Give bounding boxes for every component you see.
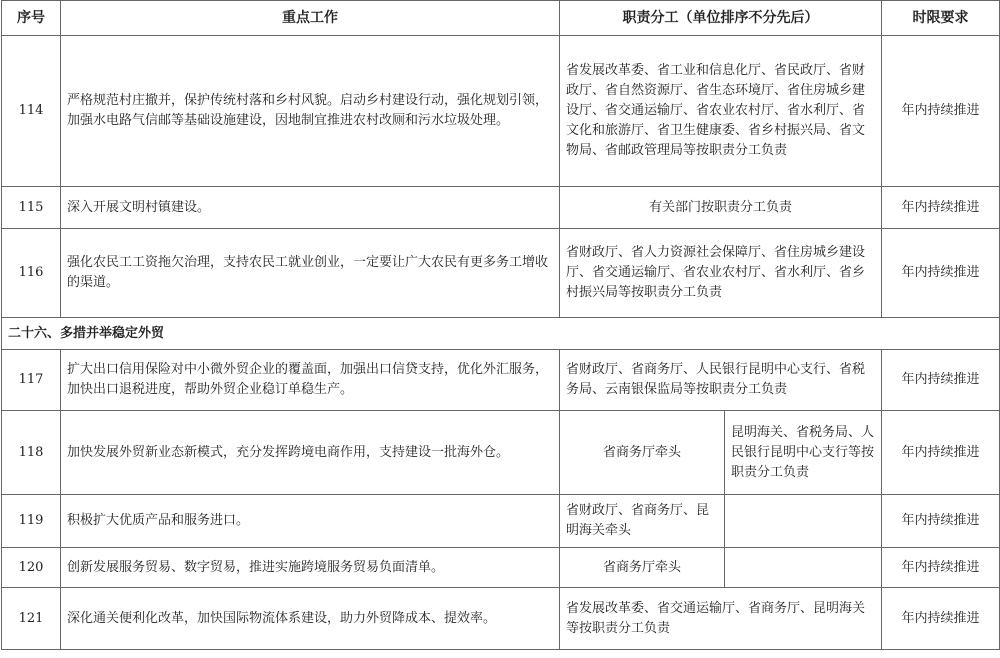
- duty-cell: 省财政厅、省商务厅、人民银行昆明中心支行、省税务局、云南银保监局等按职责分工负责: [560, 350, 882, 411]
- header-seq: 序号: [2, 1, 61, 36]
- assist-cell: [725, 548, 882, 588]
- deadline-cell: 年内持续推进: [882, 411, 1000, 495]
- row-number: 117: [2, 350, 61, 411]
- header-row: [2, 1, 1000, 36]
- lead-cell: 省财政厅、省商务厅、昆明海关牵头: [560, 495, 725, 548]
- row-number: 114: [2, 36, 61, 187]
- duty-cell: 省财政厅、省人力资源社会保障厅、省住房城乡建设厅、省交通运输厅、省农业农村厅、省水利厅、省乡村振兴局等按职责分工负责: [560, 229, 882, 318]
- duty-cell: 省发展改革委、省交通运输厅、省商务厅、昆明海关等按职责分工负责: [560, 588, 882, 650]
- table-row: [2, 350, 1000, 411]
- header-duty: 职责分工（单位排序不分先后）: [560, 1, 882, 36]
- table-row: [2, 548, 1000, 588]
- duty-cell: 省发展改革委、省工业和信息化厅、省民政厅、省财政厅、省自然资源厅、省生态环境厅、省住房城乡建设厅、省交通运输厅、省农业农村厅、省水利厅、省文化和旅游厅、省卫生健康委、省乡村振兴局、省文物局、省邮政管理局等按职责分工负责: [560, 36, 882, 187]
- table-row: [2, 495, 1000, 548]
- duty-cell: 有关部门按职责分工负责: [560, 187, 882, 229]
- assist-cell: 昆明海关、省税务局、人民银行昆明中心支行等按职责分工负责: [725, 411, 882, 495]
- header-deadline: 时限要求: [882, 1, 1000, 36]
- deadline-cell: 年内持续推进: [882, 187, 1000, 229]
- deadline-cell: 年内持续推进: [882, 495, 1000, 548]
- table-row: [2, 588, 1000, 650]
- deadline-cell: 年内持续推进: [882, 588, 1000, 650]
- lead-cell: 省商务厅牵头: [560, 548, 725, 588]
- task-cell: 扩大出口信用保险对中小微外贸企业的覆盖面，加强出口信贷支持，优化外汇服务，加快出口退税进度，帮助外贸企业稳订单稳生产。: [61, 350, 560, 411]
- section-heading: 二十六、多措并举稳定外贸: [2, 318, 1000, 350]
- lead-cell: 省商务厅牵头: [560, 411, 725, 495]
- table-row: [2, 187, 1000, 229]
- table-row: [2, 36, 1000, 187]
- row-number: 115: [2, 187, 61, 229]
- deadline-cell: 年内持续推进: [882, 350, 1000, 411]
- row-number: 116: [2, 229, 61, 318]
- task-cell: 深入开展文明村镇建设。: [61, 187, 560, 229]
- deadline-cell: 年内持续推进: [882, 36, 1000, 187]
- header-task: 重点工作: [61, 1, 560, 36]
- task-cell: 加快发展外贸新业态新模式，充分发挥跨境电商作用，支持建设一批海外仓。: [61, 411, 560, 495]
- task-cell: 创新发展服务贸易、数字贸易，推进实施跨境服务贸易负面清单。: [61, 548, 560, 588]
- task-table: [1, 0, 1000, 650]
- row-number: 120: [2, 548, 61, 588]
- deadline-cell: 年内持续推进: [882, 229, 1000, 318]
- table-row: [2, 229, 1000, 318]
- row-number: 121: [2, 588, 61, 650]
- task-cell: 积极扩大优质产品和服务进口。: [61, 495, 560, 548]
- row-number: 118: [2, 411, 61, 495]
- task-cell: 严格规范村庄撤并，保护传统村落和乡村风貌。启动乡村建设行动，强化规划引领，加强水电路气信邮等基础设施建设，因地制宜推进农村改厕和污水垃圾处理。: [61, 36, 560, 187]
- section-row: [2, 318, 1000, 350]
- assist-cell: [725, 495, 882, 548]
- task-cell: 深化通关便利化改革，加快国际物流体系建设，助力外贸降成本、提效率。: [61, 588, 560, 650]
- task-cell: 强化农民工工资拖欠治理，支持农民工就业创业，一定要让广大农民有更多务工增收的渠道。: [61, 229, 560, 318]
- table-row: [2, 411, 1000, 495]
- row-number: 119: [2, 495, 61, 548]
- deadline-cell: 年内持续推进: [882, 548, 1000, 588]
